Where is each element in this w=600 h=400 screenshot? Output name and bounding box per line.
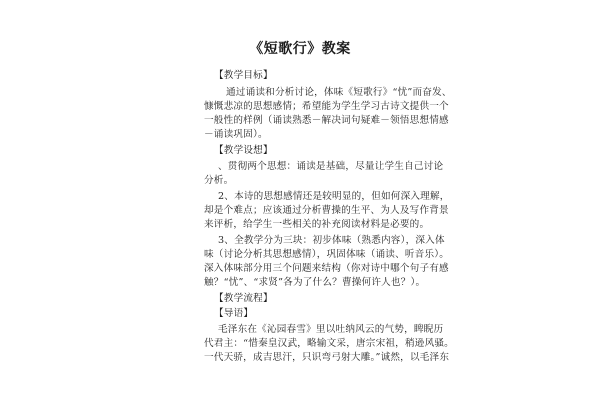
paragraph-line: 来评析，给学生一些相关的补充阅读材料是必要的。	[204, 219, 430, 230]
paragraph-line: 、贯彻两个思想：诵读是基础，尽量让学生自己讨论	[218, 161, 444, 172]
paragraph-line: 分析。	[204, 175, 234, 186]
paragraph-line: 代君主：“惜秦皇汉武，略输文采，唐宗宋祖，稍逊风骚。	[204, 338, 454, 349]
paragraph-line: 慷慨悲凉的思想感情；希望能为学生学习古诗文提供一个	[204, 101, 449, 112]
section-heading-intro: 【导语】	[214, 308, 254, 319]
document-title: 《短歌行》教案	[249, 41, 351, 57]
paragraph-line: －诵读巩固）。	[204, 129, 268, 140]
paragraph-line: 却是个难点；应该通过分析曹操的生平、为人及写作背景	[204, 205, 449, 216]
section-heading-process: 【教学流程】	[214, 293, 273, 304]
paragraph-line: 3、全教学分为三块：初步体味（熟悉内容），深入体	[218, 235, 445, 246]
paragraph-line: 味（讨论分析其思想感情），巩固体味（诵读、听音乐）。	[204, 249, 450, 260]
paragraph-line: 触？“忧”、“求贤”各为了什么？曹操何许人也？）。	[204, 277, 426, 288]
paragraph-line: 一般性的样例（诵读熟悉－解决词句疑难－领悟思想情感	[204, 115, 449, 126]
section-heading-design: 【教学设想】	[214, 145, 273, 156]
paragraph-line: 深入体味部分用三个问题来结构（你对诗中哪个句子有感	[204, 263, 449, 274]
paragraph-line: 毛泽东在《沁园春雪》里以吐纳风云的气势，睥睨历	[218, 324, 444, 335]
paragraph-line: 2、本诗的思想感情还是较明显的，但如何深入理解，	[218, 191, 450, 202]
paragraph-line: 通过诵读和分析讨论，体味《短歌行》“忧”而奋发、	[226, 87, 452, 98]
section-heading-objectives: 【教学目标】	[214, 70, 273, 81]
paragraph-line: 一代天骄，成吉思汗，只识弯弓射大雕。”诚然，以毛泽东	[204, 352, 450, 363]
